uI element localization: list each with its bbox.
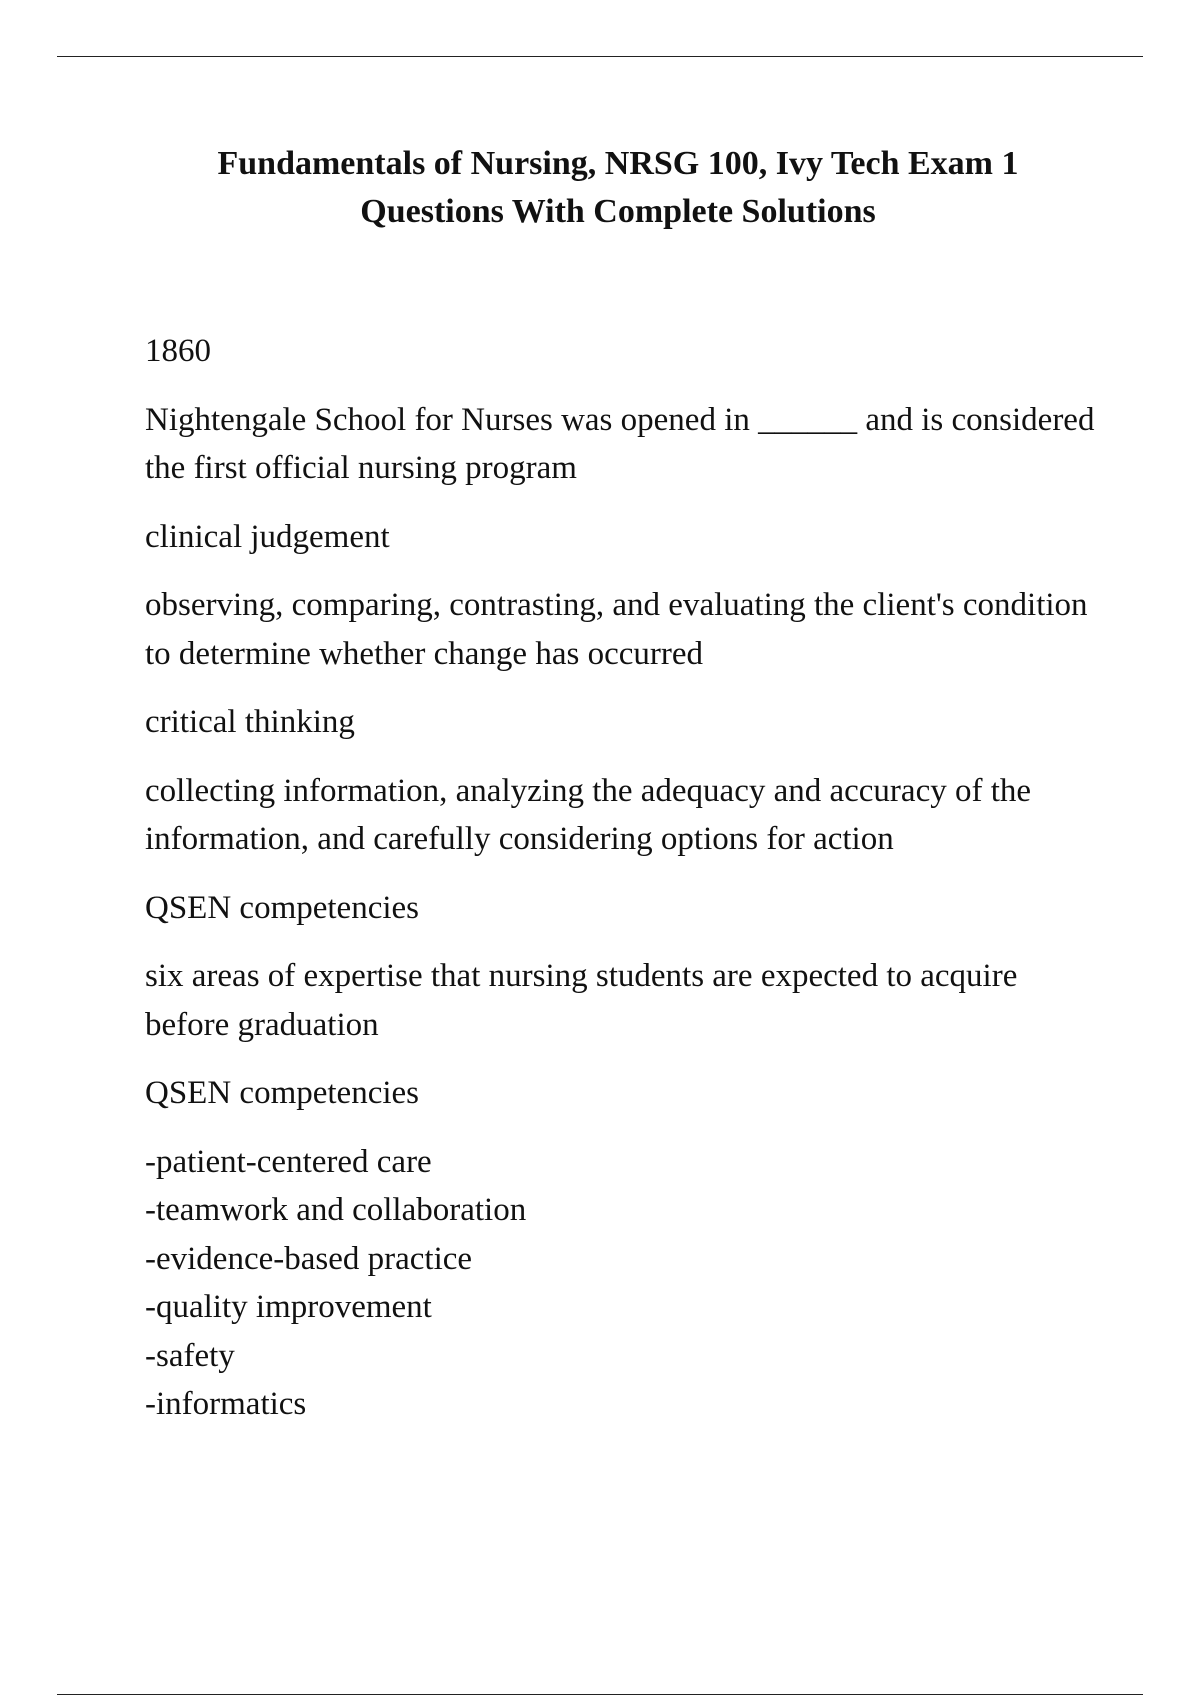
term-qsen-competencies-2: QSEN competencies [145, 1075, 420, 1111]
definition-qsen-competencies: six areas of expertise that nursing students are expected to acquire before graduation [145, 958, 1018, 1043]
qsen-competency-list [145, 1138, 1105, 1429]
definition-clinical-judgement: observing, comparing, contrasting, and evaluating the client's condition to determine whether change has occurred [145, 587, 1088, 672]
term-clinical-judgement: clinical judgement [145, 518, 390, 555]
list-item: -evidence-based practice [145, 1240, 473, 1277]
list-item: -informatics [145, 1386, 307, 1422]
term-critical-thinking: critical thinking [145, 704, 355, 740]
definition-nightengale-school: Nightengale School for Nurses was opened in ______ and is considered the first official nursing program [145, 401, 1095, 486]
title-line-1: Fundamentals of Nursing, NRSG 100, Ivy Tech Exam 1 [217, 145, 1019, 182]
document-body [145, 327, 1105, 1429]
term-qsen-competencies: QSEN competencies [145, 889, 420, 926]
list-item: -patient-centered care [145, 1143, 432, 1180]
definition-critical-thinking: collecting information, analyzing the adequacy and accuracy of the information, and carefully considering options for action [145, 772, 1032, 857]
document-title [120, 140, 1116, 236]
term-1860: 1860 [145, 333, 211, 369]
bottom-rule [57, 1694, 1143, 1695]
list-item: -quality improvement [145, 1289, 432, 1325]
list-item: -safety [145, 1337, 235, 1374]
top-rule [57, 56, 1143, 57]
list-item: -teamwork and collaboration [145, 1192, 527, 1228]
title-line-2: Questions With Complete Solutions [360, 193, 876, 230]
